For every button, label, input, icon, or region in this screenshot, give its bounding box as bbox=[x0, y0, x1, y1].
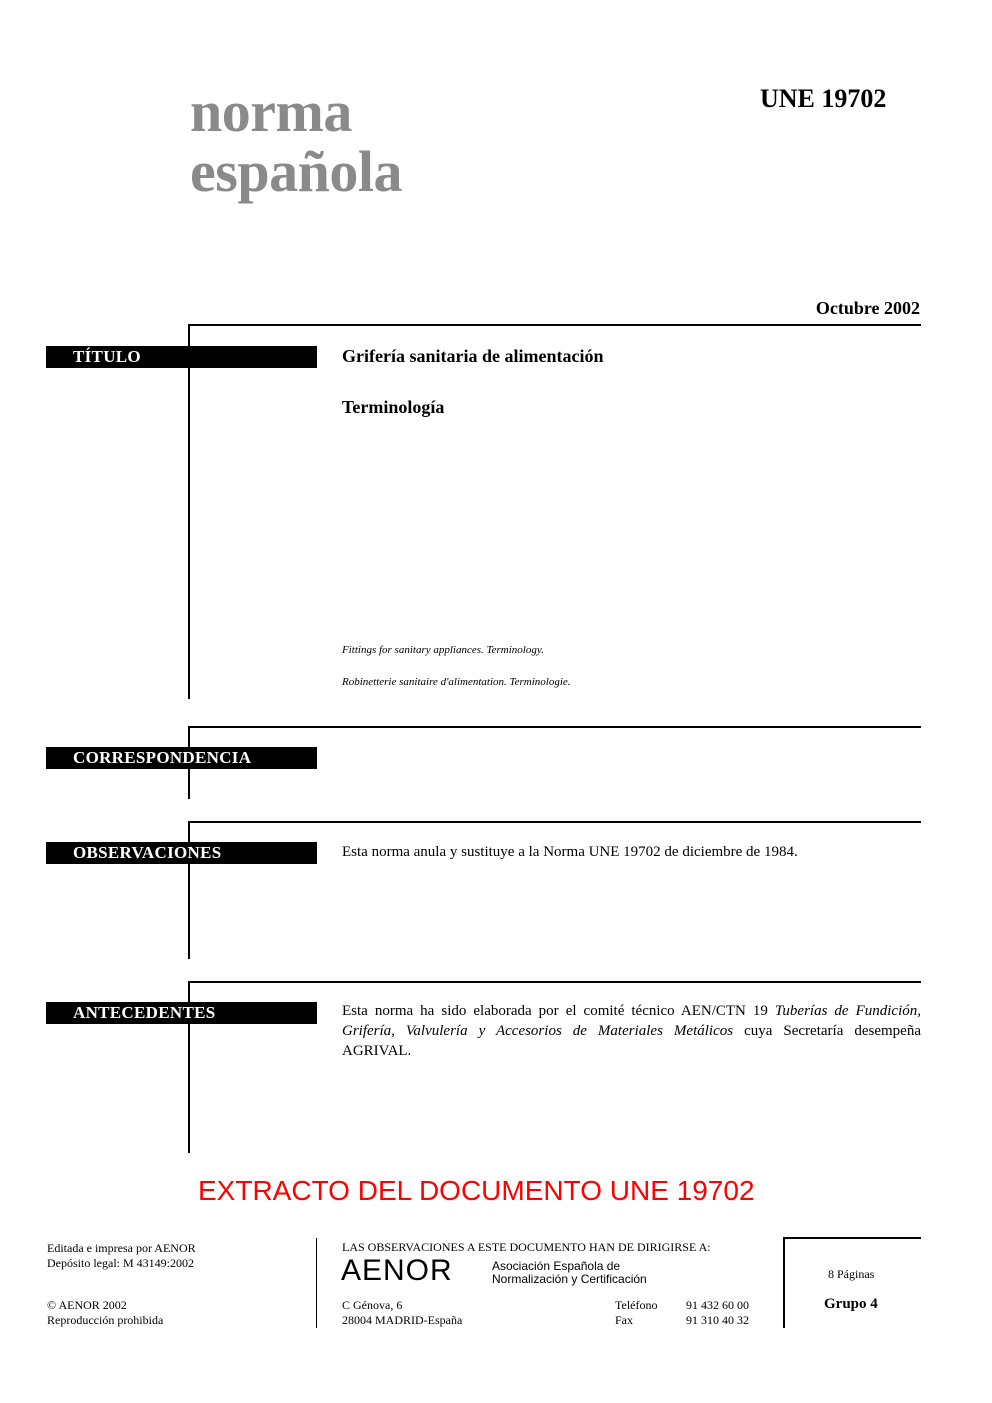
footer-deposit: Depósito legal: M 43149:2002 bbox=[47, 1256, 194, 1270]
footer-edited: Editada e impresa por AENOR bbox=[47, 1241, 196, 1255]
phone-label: Teléfono bbox=[615, 1298, 658, 1312]
extract-notice: EXTRACTO DEL DOCUMENTO UNE 19702 bbox=[198, 1175, 755, 1206]
observaciones-text: Esta norma anula y sustituye a la Norma UNE 19702 de diciembre de 1984. bbox=[342, 844, 798, 860]
pages-box-top bbox=[783, 1237, 921, 1239]
aenor-assoc-line-1: Asociación Española de bbox=[492, 1259, 621, 1273]
price-group: Grupo 4 bbox=[824, 1296, 878, 1312]
page-count: 8 Páginas bbox=[828, 1267, 875, 1281]
antecedentes-text bbox=[342, 1001, 921, 1061]
publication-date: Octubre 2002 bbox=[815, 298, 920, 318]
document-subtitle: Terminología bbox=[342, 397, 445, 417]
fax-label: Fax bbox=[615, 1313, 633, 1327]
fax-value: 91 310 40 32 bbox=[686, 1313, 749, 1327]
divider bbox=[188, 821, 921, 823]
committee-name: Tuberías de Fundición, Grifería, Valvulería y Accesorios de Materiales Metálicos bbox=[342, 1003, 921, 1039]
aenor-logo: AENOR bbox=[341, 1254, 453, 1287]
antecedentes-text-start: Esta norma ha sido elaborada por el comité técnico AEN/CTN 19 bbox=[342, 1003, 775, 1019]
antecedentes-text-end: cuya Secretaría desempeña AGRIVAL. bbox=[342, 1023, 921, 1059]
footer-reproduction: Reproducción prohibida bbox=[47, 1313, 164, 1327]
standard-code: UNE 19702 bbox=[760, 84, 887, 113]
document-title: Grifería sanitaria de alimentación bbox=[342, 346, 604, 366]
section-label-antecedentes: ANTECEDENTES bbox=[46, 1002, 317, 1024]
divider bbox=[188, 726, 921, 728]
title-english: Fittings for sanitary appliances. Terminology. bbox=[342, 644, 544, 656]
address-line-2: 28004 MADRID-España bbox=[342, 1313, 463, 1327]
address-line-1: C Génova, 6 bbox=[342, 1298, 403, 1312]
section-label-observaciones: OBSERVACIONES bbox=[46, 842, 317, 864]
section-label-correspondencia: CORRESPONDENCIA bbox=[46, 747, 317, 769]
footer-divider bbox=[316, 1238, 317, 1328]
logo-line-2: española bbox=[190, 139, 402, 204]
section-label-titulo: TÍTULO bbox=[46, 346, 317, 368]
footer-copyright: © AENOR 2002 bbox=[47, 1298, 127, 1312]
phone-value: 91 432 60 00 bbox=[686, 1298, 749, 1312]
title-french: Robinetterie sanitaire d'alimentation. Terminologie. bbox=[342, 676, 571, 688]
divider bbox=[188, 324, 921, 326]
observations-contact-heading: LAS OBSERVACIONES A ESTE DOCUMENTO HAN DE DIRIGIRSE A: bbox=[342, 1240, 711, 1254]
logo-line-1: norma bbox=[190, 79, 352, 144]
aenor-assoc-line-2: Normalización y Certificación bbox=[492, 1272, 647, 1286]
divider bbox=[188, 981, 921, 983]
pages-box-left bbox=[783, 1237, 785, 1328]
divider bbox=[188, 324, 190, 699]
